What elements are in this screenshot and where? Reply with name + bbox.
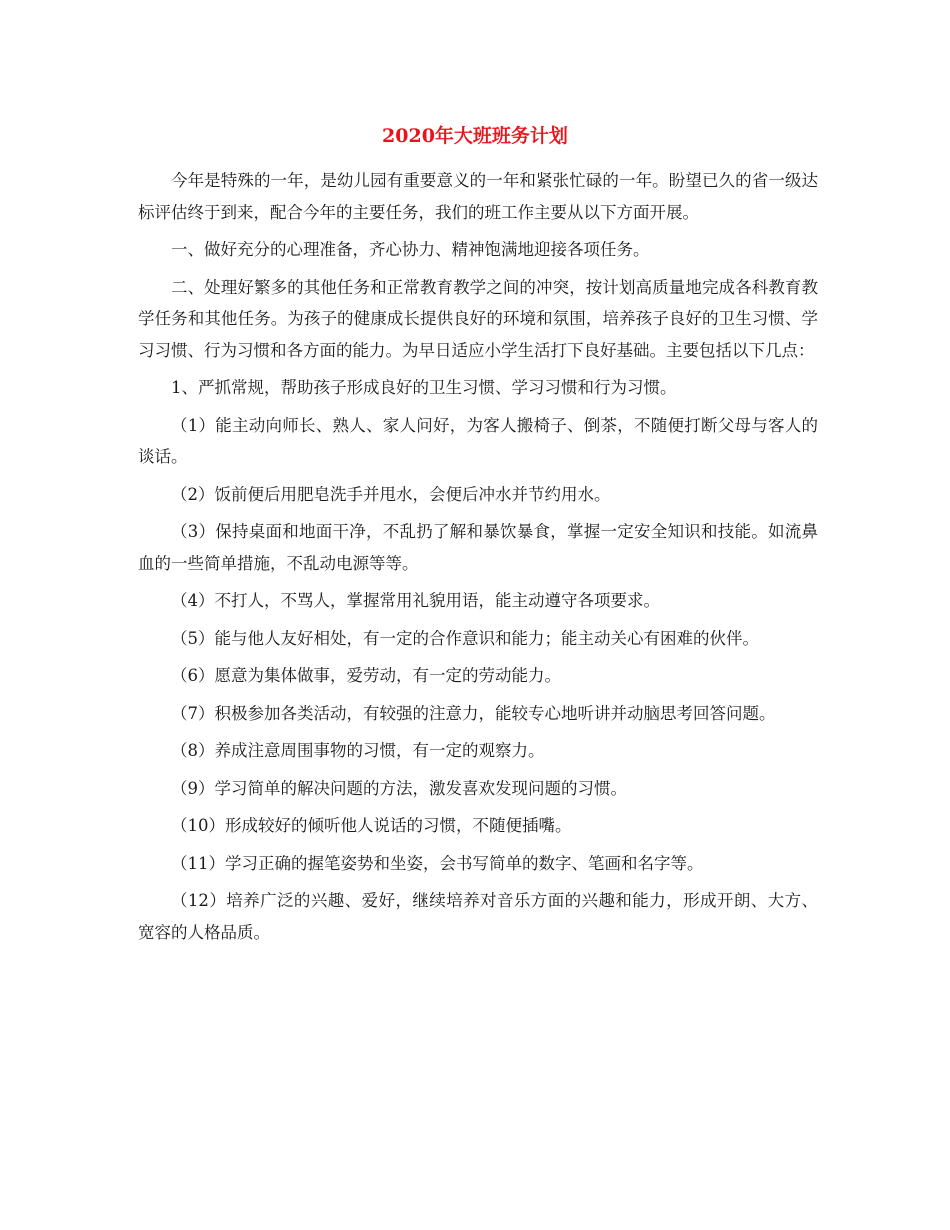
paragraph: 1、严抓常规，帮助孩子形成良好的卫生习惯、学习习惯和行为习惯。 — [171, 378, 677, 397]
paragraph: 今年是特殊的一年，是幼儿园有重要意义的一年和紧张忙碌的一年。盼望已久的省一级达标评估终于到来，配合今年的主要任务，我们的班工作主要从以下方面开展。 — [138, 171, 818, 222]
document-body — [138, 165, 818, 954]
paragraph: （8）养成注意周围事物的习惯，有一定的观察力。 — [171, 741, 545, 760]
paragraph: （6）愿意为集体做事，爱劳动，有一定的劳动能力。 — [171, 666, 561, 685]
paragraph: （7）积极参加各类活动，有较强的注意力，能较专心地听讲并动脑思考回答问题。 — [171, 703, 776, 723]
paragraph: （4）不打人，不骂人，掌握常用礼貌用语，能主动遵守各项要求。 — [171, 591, 660, 610]
paragraph: （5）能与他人友好相处，有一定的合作意识和能力；能主动关心有困难的伙伴。 — [171, 628, 759, 648]
paragraph: （2）饭前便后用肥皂洗手并甩水，会便后冲水并节约用水。 — [171, 484, 611, 504]
document-title: 2020年大班班务计划 — [382, 125, 568, 147]
paragraph: 一、做好充分的心理准备，齐心协力、精神饱满地迎接各项任务。 — [171, 240, 650, 259]
paragraph: （9）学习简单的解决问题的方法，激发喜欢发现问题的习惯。 — [171, 778, 627, 798]
paragraph: （1）能主动向师长、熟人、家人问好，为客人搬椅子、倒茶，不随便打断父母与客人的谈话。 — [138, 415, 818, 466]
paragraph: （3）保持桌面和地面干净，不乱扔了解和暴饮暴食，掌握一定安全知识和技能。如流鼻血的一些简单措施，不乱动电源等等。 — [138, 522, 818, 573]
paragraph: 二、处理好繁多的其他任务和正常教育教学之间的冲突，按计划高质量地完成各科教育教学任务和其他任务。为孩子的健康成长提供良好的环境和氛围，培养孩子良好的卫生习惯、学习习惯、行为习惯和各方面的能力。为早日适应小学生活打下良好基础。主要包括以下几点： — [138, 277, 818, 360]
paragraph: （12）培养广泛的兴趣、爱好，继续培养对音乐方面的兴趣和能力，形成开朗、大方、宽容的人格品质。 — [138, 891, 818, 942]
paragraph: （11）学习正确的握笔姿势和坐姿，会书写简单的数字、笔画和名字等。 — [171, 853, 704, 873]
paragraph: （10）形成较好的倾听他人说话的习惯，不随便插嘴。 — [171, 816, 572, 835]
